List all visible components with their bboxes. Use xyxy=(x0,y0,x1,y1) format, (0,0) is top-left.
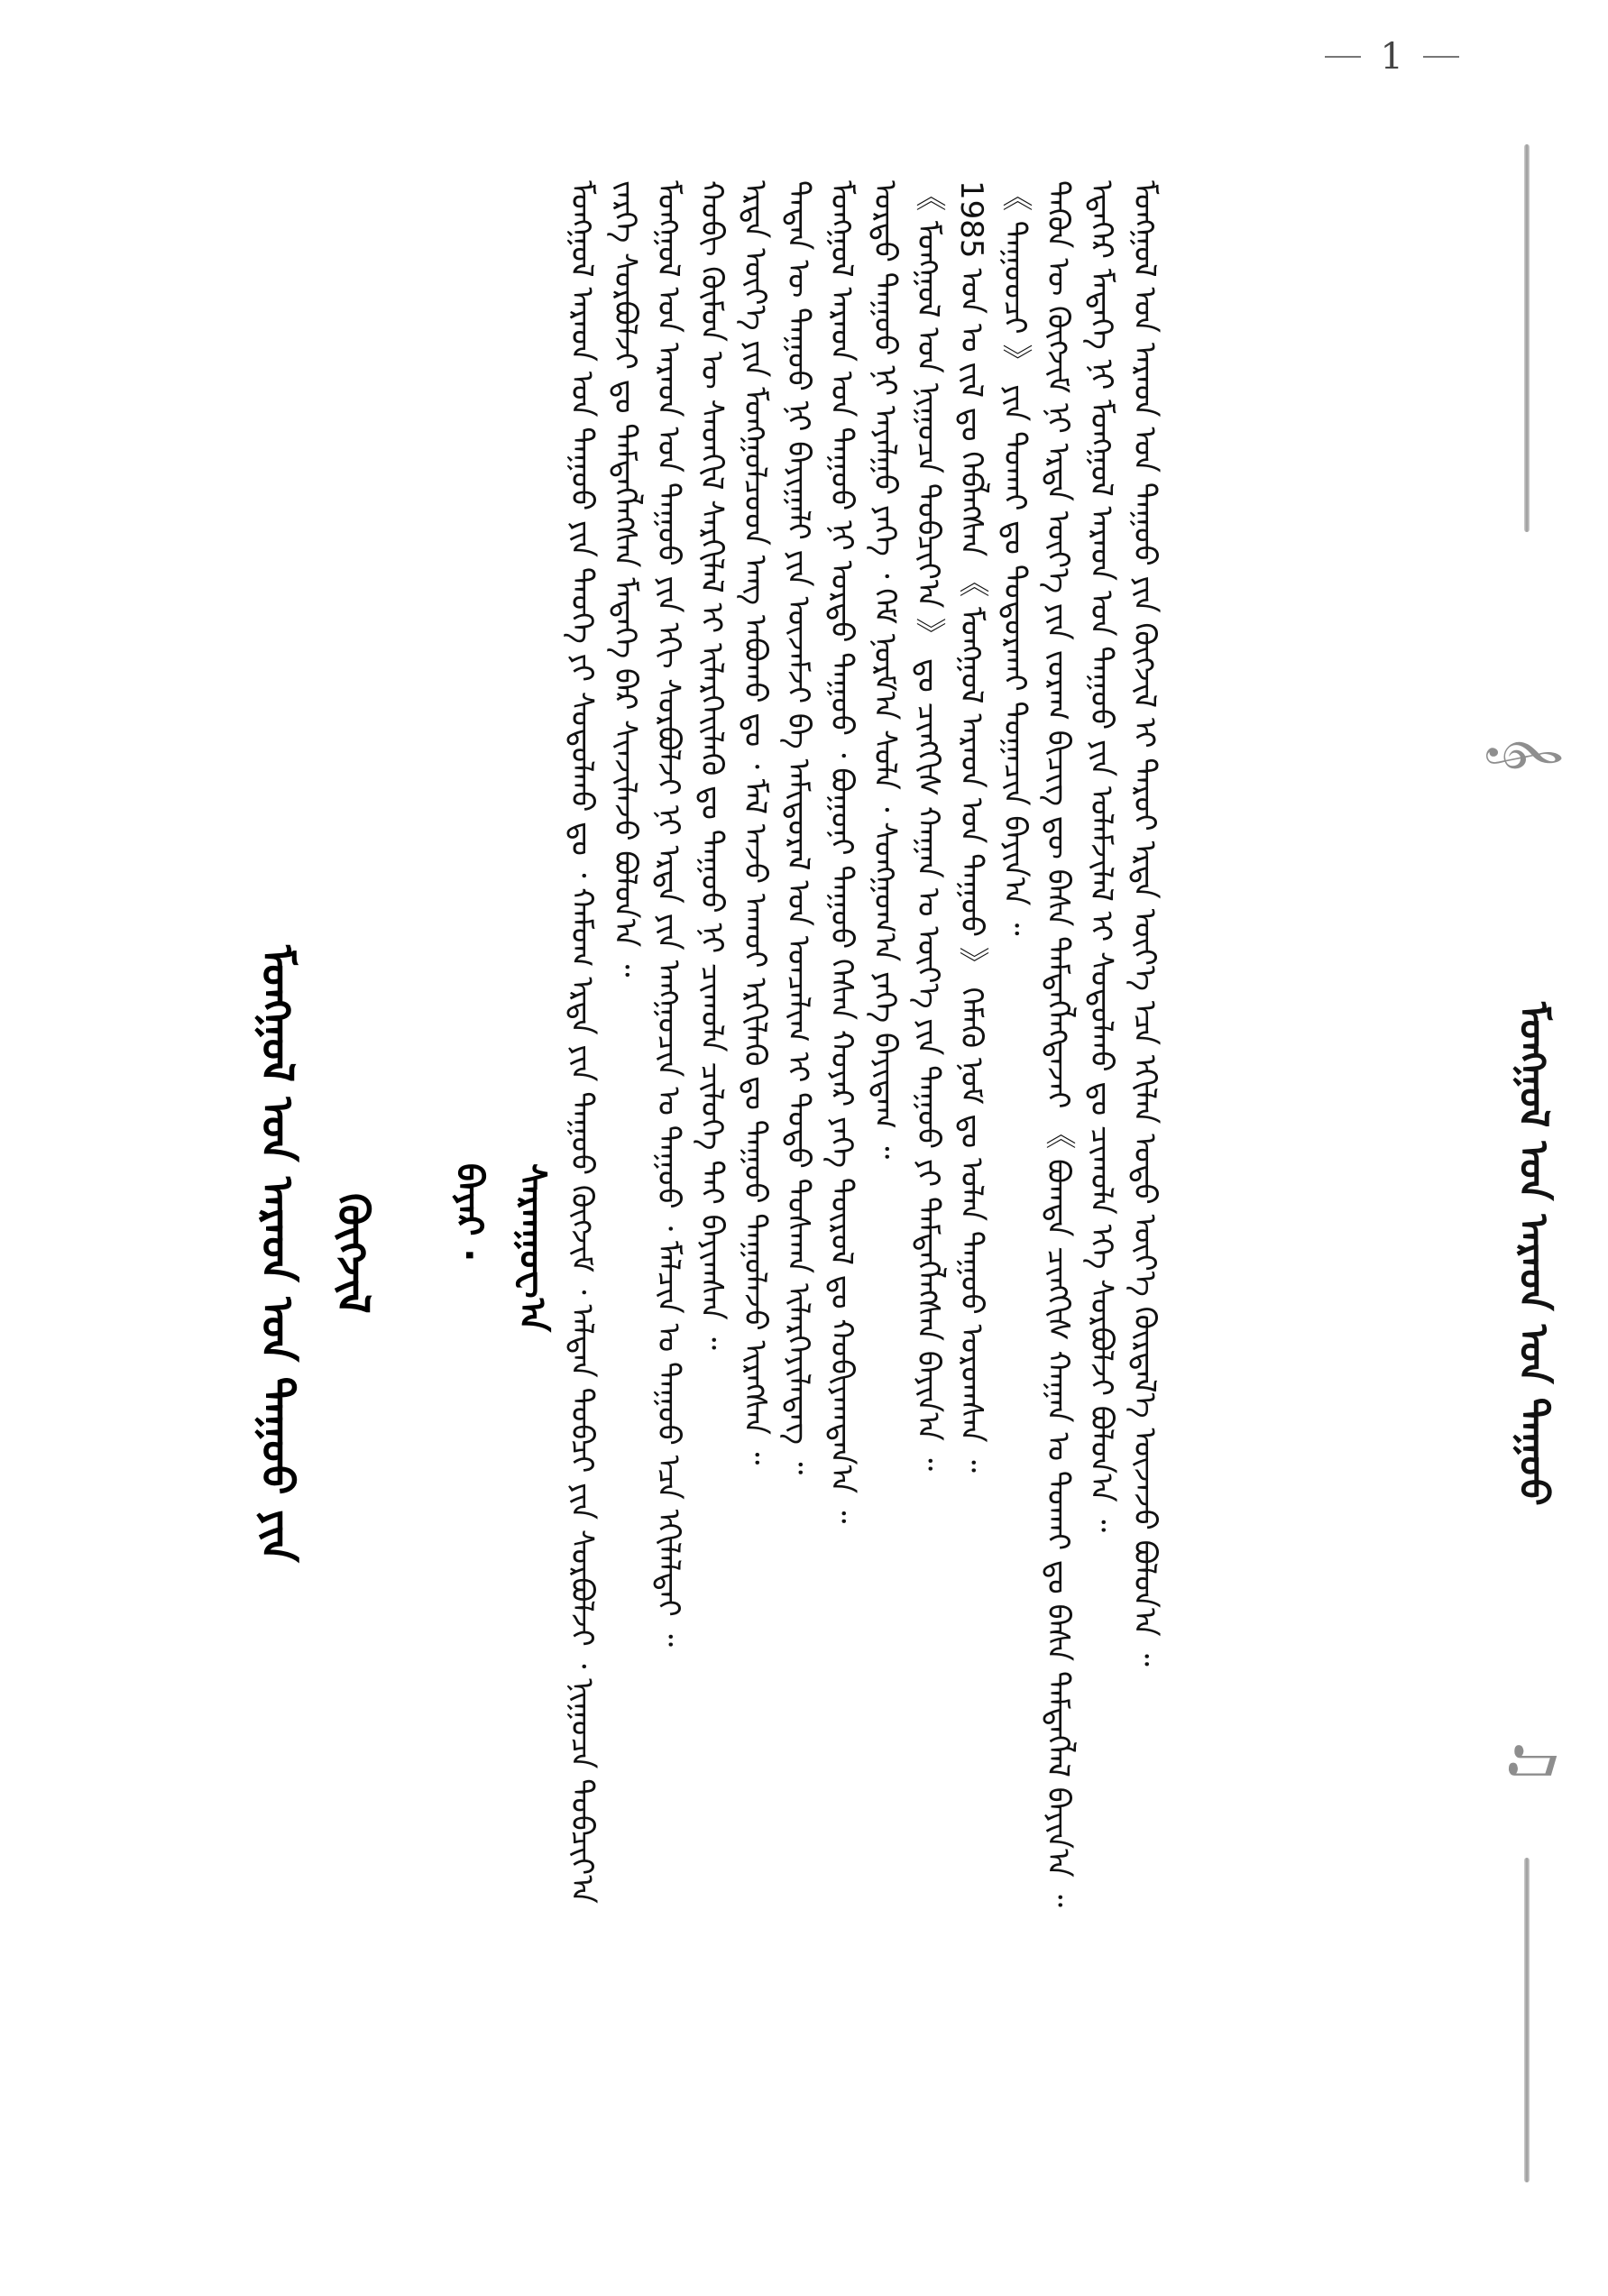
page-number-dash-left xyxy=(1325,56,1361,58)
body-line: ᠬᠤᠪᠢ ᠬᠥᠮᠦᠨ ᠦ ᠰᠡᠳᠬᠢᠯ ᠰᠡᠷᠭᠢᠯᠡᠯ ᠢ ᠢᠯᠡᠷᠬᠡᠢᠯᠡᠬᠦ ᠳᠤ ᠳᠠᠭᠤᠤ ᠨᠢ ᠴᠢᠬᠤᠯᠠ ᠴᠢᠯᠦᠭᠡ ᠲᠡᠢ ᠪᠠᠶᠢᠭᠰᠠᠨ ᠃ xyxy=(694,180,730,1350)
body-line: ᠡᠷᠲᠡ ᠦᠶ᠎ᠡ ᠶᠢᠨ ᠮᠣᠩᠭᠣᠯᠴᠤᠳ ᠠᠩ ᠠᠪᠤᠬᠤ ᠳᠤ ᠂ ᠮᠠᠯ ᠠᠵᠤ ᠠᠬᠤᠢ ᠡᠷᠬᠢᠯᠡᠬᠦ ᠳᠤ ᠳᠠᠭᠤᠤ ᠳᠠᠭᠤᠯᠠᠵᠤ ᠢᠷᠡᠭᠰᠡᠨ ᠃ xyxy=(737,180,773,1465)
body-line: ᠮᠣᠩᠭᠣᠯ ᠠᠷᠠᠳ ᠤᠨ ᠳᠠᠭᠤᠤ ᠶᠢᠨ ᠲᠡᠦᠬᠡ ᠶᠢ ᠰᠤᠳᠤᠯᠬᠤ ᠳᠤ ᠂ ᠬᠠᠮᠤᠭ ᠡᠷᠲᠡ ᠶᠢᠨ ᠳᠠᠭᠤᠤ ᠬᠥᠭᠵᠢᠮ ᠂ ᠠᠯᠲᠠᠨ ᠲᠣᠪᠴᠢ ᠶᠢᠨ ᠰᠤᠷᠪᠤᠯᠵᠢ ᠂ ᠨᠢᠭᠤᠴᠠ ᠲᠣᠪᠴᠢᠶ᠎ᠠ xyxy=(564,180,600,1904)
article-title: ᠮᠣᠩᠭᠣᠯ ᠤᠨ ᠠᠷᠠᠳ ᠤᠨ ᠳᠠᠭᠤᠤ ᠶᠢᠨ ᠬᠥᠭᠵᠢᠯ xyxy=(252,944,378,1563)
body-line: ᠤᠷᠲᠤ ᠳᠠᠭᠤᠤ ᠨᠢ ᠠᠶᠠᠯᠭᠤ ᠶᠡᠬᠡ ᠂ ᠬᠡᠮ ᠨᠣᠷᠮ᠎ᠠ ᠰᠤᠯᠠ ᠂ ᠰᠤᠩᠭᠤᠭ᠎ᠠ ᠶᠡᠬᠡ ᠪᠠᠶᠢᠳᠠᠭ ᠃ xyxy=(867,180,903,1160)
body-line: ᠮᠣᠩᠭᠣᠯ ᠤᠨ ᠠᠷᠠᠳ ᠤᠨ ᠳᠠᠭᠤᠤ ᠶᠢᠨ ᠡᠬᠢ ᠰᠤᠷᠪᠤᠯᠵᠢ ᠨᠢ ᠡᠷᠲᠡ ᠶᠢᠨ ᠠᠩᠭᠤᠴᠢᠨ ᠤ ᠳᠠᠭᠤᠤ ᠂ ᠮᠠᠯᠴᠢᠨ ᠤ ᠳᠠᠭᠤᠤ ᠡᠴᠡ ᠡᠬᠢᠯᠡᠯᠲᠡᠢ ᠃ xyxy=(650,180,686,1647)
running-header-title: ᠮᠣᠩᠭᠣᠯ ᠤᠨ ᠠᠷᠠᠳ ᠤᠨ ᠳᠠᠭᠤᠤ xyxy=(1510,1001,1557,1506)
body-line: ᠮᠣᠩᠭᠣᠯ ᠠᠷᠠᠳ ᠤᠨ ᠳᠠᠭᠤᠤ ᠨᠢ ᠤᠷᠲᠤ ᠳᠠᠭᠤᠤ ᠂ ᠪᠣᠭᠣᠨᠢ ᠳᠠᠭᠤᠤ ᠭᠡᠰᠡᠨ ᠬᠣᠶᠠᠷ ᠶᠡᠬᠡ ᠲᠥᠷᠥᠯ ᠳᠤ ᠬᠤᠪᠢᠶᠠᠭᠳᠠᠨ᠎ᠠ ᠃ xyxy=(823,180,859,1524)
article-author: ᠪᠠᠶᠠᠷ · ᠰᠠᠷᠠᠨᠭᠤᠸ᠎ᠠ xyxy=(448,1163,553,1332)
header-rule-top xyxy=(1524,144,1530,532)
body-line: ᠵᠡᠷᠭᠡ ᠰᠤᠷᠪᠤᠯᠵᠢ ᠳᠤ ᠲᠡᠮᠳᠡᠭᠯᠡᠭᠰᠡᠨ ᠮᠡᠳᠡᠭᠡ ᠪᠠᠷ ᠰᠢᠨᠵᠢᠯᠡᠵᠦ ᠪᠣᠯᠤᠨ᠎ᠠ ᠃ xyxy=(607,180,643,978)
body-line: ᠲᠡᠳᠡᠨ ᠦ ᠳᠠᠭᠤᠤ ᠨᠢ ᠪᠠᠶᠢᠭᠠᠯᠢ ᠶᠢᠨ ᠦᠵᠡᠮᠵᠢ ᠪᠠ ᠠᠮᠢᠳᠤᠷᠠᠯ ᠤᠨ ᠣᠨᠴᠠᠯᠢᠭ ᠢ ᠲᠣᠳᠤ ᠲᠤᠰᠬᠠᠨ ᠢᠯᠡᠷᠬᠡᠶᠢᠯᠡᠳᠡᠭ ᠃ xyxy=(780,180,816,1475)
running-header xyxy=(1489,144,1567,2182)
notes-icon: ♫ xyxy=(1500,1734,1567,1786)
header-rule-bottom xyxy=(1524,1858,1530,2182)
page-number-value: 1 xyxy=(1380,36,1403,78)
body-line: 《 ᠮᠣᠩᠭᠣᠯ ᠤᠨ ᠨᠢᠭᠤᠴᠠ ᠲᠣᠪᠴᠢᠶ᠎ᠠ 》 ᠳᠤ ᠴᠢᠩᠭᠢᠰ ᠬᠠᠭᠠᠨ ᠤ ᠦᠶ᠎ᠡ ᠶᠢᠨ ᠳᠠᠭᠤᠤ ᠶᠢ ᠲᠡᠮᠳᠡᠭᠯᠡᠭᠰᠡᠨ ᠪᠠᠶᠢᠨ᠎ᠠ ᠃ xyxy=(910,180,946,1471)
body-line: ᠮᠣᠩᠭᠣᠯ ᠤᠨ ᠠᠷᠠᠳ ᠤᠨ ᠳᠠᠭᠤᠤ ᠶᠢᠨ ᠬᠥᠭᠵᠢᠯ ᠢ ᠳᠠᠷᠤᠢ ᠡᠷᠲᠡ ᠦᠶ᠎ᠡ ᠡᠴᠡ ᠡᠬᠢᠯᠡᠨ ᠣᠳᠣ ᠦᠶ᠎ᠡ ᠬᠦᠷᠲᠡᠯ᠎ᠡ ᠦᠵᠡᠵᠦ ᠪᠣᠯᠤᠨ᠎ᠠ ᠃ xyxy=(1126,180,1162,1667)
body-line: 《 ᠳᠠᠭᠤᠤᠴᠢ 》 ᠶᠢᠨ ᠲᠤᠬᠠᠢ ᠳᠤ ᠲᠣᠳᠤᠷᠬᠠᠢ ᠲᠣᠭᠠᠴᠢᠨ ᠪᠠᠶᠢᠨ᠎ᠠ ᠃ xyxy=(997,180,1033,936)
article-body xyxy=(564,180,1466,2200)
body-line: ᠡᠳᠡᠭᠡᠷ ᠮᠡᠳᠡᠭᠡ ᠨᠢ ᠮᠣᠩᠭᠣᠯ ᠠᠷᠠᠳ ᠤᠨ ᠳᠠᠭᠤᠤ ᠶᠢᠨ ᠤᠯᠠᠮᠵᠢᠯᠠᠯ ᠢ ᠰᠤᠳᠤᠯᠬᠤ ᠳᠤ ᠴᠢᠬᠤᠯᠠ ᠡᠬᠡ ᠰᠤᠷᠪᠤᠯᠵᠢ ᠪᠣᠯᠤᠨ᠎ᠠ ᠃ xyxy=(1083,180,1119,1532)
page-number xyxy=(1325,36,1459,78)
body-line: ᠲᠡᠭᠦᠨ ᠦ ᠬᠥᠭᠵᠢᠮ ᠨᠢ ᠡᠷᠲᠡ ᠦᠶ᠎ᠡ ᠶᠢᠨ ᠵᠤᠷᠠᠭ ᠪᠢᠴᠢᠭ ᠳᠦ ᠪᠠᠰᠠ ᠲᠡᠮᠳᠡᠭᠯᠡᠭᠳᠡᠵᠡᠢ 《 ᠪᠣᠭᠳᠠ ᠴᠢᠩᠭᠢᠰ ᠬᠠᠭᠠᠨ ᠤ ᠲᠤᠬᠠᠢ ᠳᠤ ᠪᠠᠰᠠ ᠲᠡᠮᠳᠡᠭᠯᠡᠯ ᠪᠠᠶᠢᠨ᠎ᠠ ᠃ xyxy=(1040,180,1076,1907)
body-line: 1985 ᠣᠨ ᠤ ᠵᠢᠯ ᠳᠤ ᠬᠡᠪᠯᠡᠭᠰᠡᠨ 《 ᠮᠣᠩᠭᠣᠯ ᠠᠷᠠᠳ ᠤᠨ ᠳᠠᠭᠤᠤ 》 ᠬᠡᠮᠡᠬᠦ ᠨᠣᠮ ᠳᠤ ᠣᠯᠠᠨ ᠳᠠᠭᠤᠤ ᠣᠷᠣᠭᠰᠠᠨ ᠃ xyxy=(953,180,989,1473)
treble-clef-icon: 𝄞 xyxy=(1489,734,1564,772)
page-number-dash-right xyxy=(1423,56,1459,58)
